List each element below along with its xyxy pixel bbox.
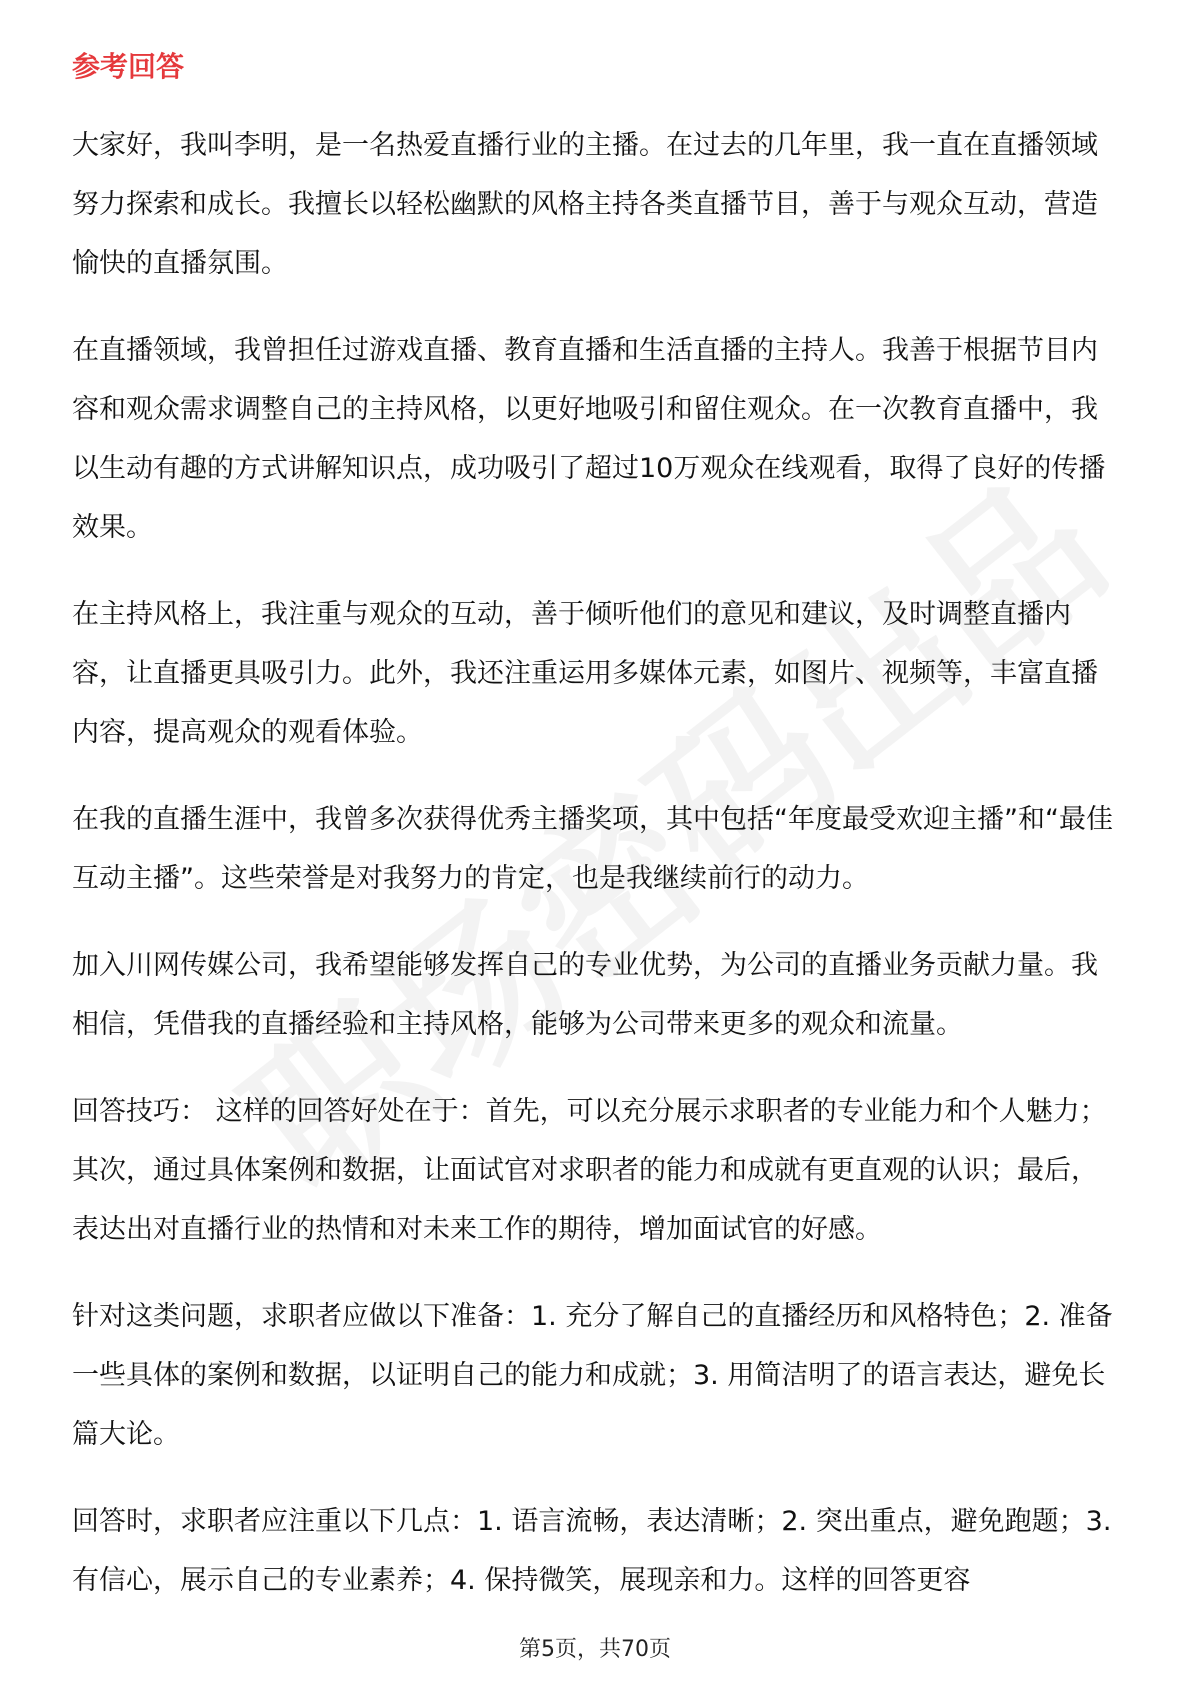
paragraph-preparation: 针对这类问题，求职者应做以下准备：1. 充分了解自己的直播经历和风格特色；2. 准备一些具体的案例和数据，以证明自己的能力和成就；3. 用简洁明了的语言表达，避免长篇大论。 [72, 1301, 1113, 1450]
paragraph-style: 在主持风格上，我注重与观众的互动，善于倾听他们的意见和建议，及时调整直播内容，让直播更具吸引力。此外，我还注重运用多媒体元素，如图片、视频等，丰富直播内容，提高观众的观看体验。 [72, 599, 1098, 748]
paragraph-tips: 回答技巧： 这样的回答好处在于：首先，可以充分展示求职者的专业能力和个人魅力；其次，通过具体案例和数据，让面试官对求职者的能力和成就有更直观的认识；最后，表达出对直播行业的热情和对未来工作的期待，增加面试官的好感。 [72, 1096, 1107, 1245]
paragraph-experience: 在直播领域，我曾担任过游戏直播、教育直播和生活直播的主持人。我善于根据节目内容和观众需求调整自己的主持风格，以更好地吸引和留住观众。在一次教育直播中，我以生动有趣的方式讲解知识点，成功吸引了超过10万观众在线观看，取得了良好的传播效果。 [72, 335, 1106, 543]
section-heading: 参考回答 [72, 50, 185, 83]
paragraph-delivery: 回答时，求职者应注重以下几点：1. 语言流畅，表达清晰；2. 突出重点，避免跑题；3. 有信心，展示自己的专业素养；4. 保持微笑，展现亲和力。这样的回答更容 [72, 1506, 1112, 1596]
page-number: 第5页，共70页 [519, 1637, 671, 1662]
paragraph-intro: 大家好，我叫李明，是一名热爱直播行业的主播。在过去的几年里，我一直在直播领域努力探索和成长。我擅长以轻松幽默的风格主持各类直播节目，善于与观众互动，营造愉快的直播氛围。 [72, 130, 1098, 279]
paragraph-awards: 在我的直播生涯中，我曾多次获得优秀主播奖项，其中包括“年度最受欢迎主播”和“最佳互动主播”。这些荣誉是对我努力的肯定，也是我继续前行的动力。 [72, 804, 1113, 894]
paragraph-motivation: 加入川网传媒公司，我希望能够发挥自己的专业优势，为公司的直播业务贡献力量。我相信，凭借我的直播经验和主持风格，能够为公司带来更多的观众和流量。 [72, 950, 1098, 1040]
answer-body [72, 116, 1120, 1638]
